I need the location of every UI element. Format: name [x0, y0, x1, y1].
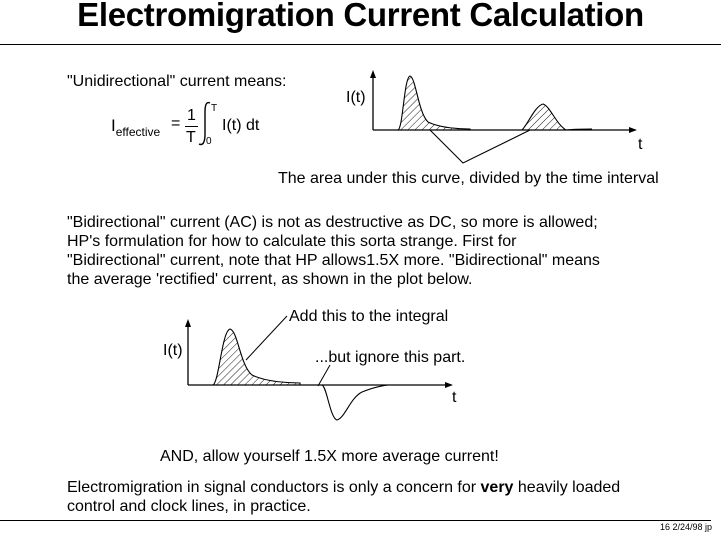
- formula-upper-limit: T: [211, 103, 218, 114]
- signal-note-prefix: Electromigration in signal conductors is only a concern for: [67, 479, 481, 496]
- annotation-add-integral: Add this to the integral: [289, 308, 449, 325]
- bidirectional-line-2: HP's formulation for how to calculate this sorta strange. First for: [67, 233, 517, 250]
- unidirectional-intro: "Unidirectional" current means:: [67, 73, 287, 90]
- formula-lower-limit: 0: [206, 136, 212, 147]
- signal-note-line-2: control and clock lines, in practice.: [67, 498, 311, 515]
- formula-denominator: T: [186, 129, 196, 146]
- bidirectional-line-3: "Bidirectional" current, note that HP allows1.5X more. "Bidirectional" means: [67, 252, 600, 269]
- bottom-plot-xlabel: t: [452, 389, 457, 406]
- bottom-plot-x-arrow-icon: [445, 382, 453, 388]
- bottom-plot-positive-pulse: [213, 329, 300, 385]
- bidirectional-conclusion: AND, allow yourself 1.5X more average current!: [160, 448, 499, 465]
- pointer-line-add: [246, 316, 287, 360]
- signal-note-line-1: [67, 478, 620, 497]
- signal-note-emphasis: very: [480, 479, 514, 496]
- pointer-line-ignore: [318, 365, 330, 386]
- formula-equals: =: [171, 115, 181, 132]
- formula-integrand: I(t) dt: [222, 117, 260, 134]
- unidirectional-caption: The area under this curve, divided by the time interval: [278, 170, 659, 187]
- top-plot-xlabel: t: [638, 136, 643, 153]
- annotation-ignore-part: ...but ignore this part.: [315, 349, 466, 366]
- bidirectional-line-4: the average 'rectified' current, as shown in the plot below.: [67, 271, 473, 288]
- formula-lhs-main: I: [111, 116, 116, 135]
- footer-divider: [0, 520, 711, 521]
- bottom-plot-ylabel: I(t): [163, 342, 183, 359]
- bottom-plot-negative-pulse: [322, 385, 388, 420]
- formula-numerator: 1: [187, 107, 196, 124]
- signal-note-suffix: heavily loaded: [513, 479, 621, 496]
- bidirectional-line-1: "Bidirectional" current (AC) is not as destructive as DC, so more is allowed;: [67, 214, 598, 231]
- bottom-plot-y-arrow-icon: [185, 319, 191, 327]
- top-plot-ylabel: I(t): [346, 89, 366, 106]
- page-title: Electromigration Current Calculation: [77, 0, 644, 33]
- formula-lhs-subscript: effective: [115, 125, 161, 139]
- footer-page-info: 16 2/24/98 jp: [659, 522, 712, 532]
